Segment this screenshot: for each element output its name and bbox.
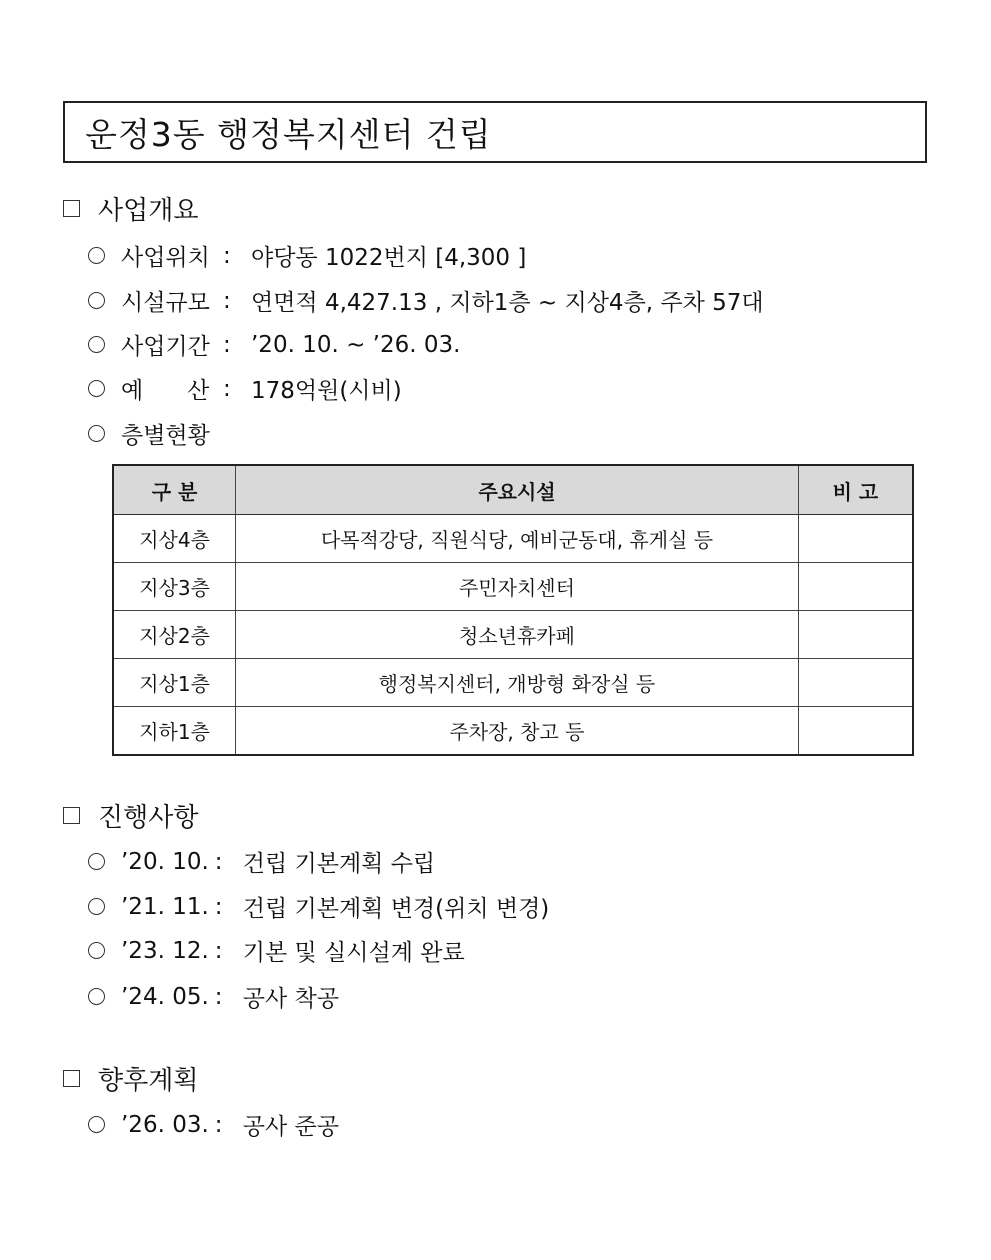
- overview-item-period: 사업기간 : ’20. 10. ~ ’26. 03.: [88, 328, 460, 361]
- progress-item: ’21. 11. : 건립 기본계획 변경(위치 변경): [88, 890, 549, 923]
- header-division: 구 분: [113, 465, 236, 515]
- table-cell-remarks: [798, 659, 913, 707]
- header-remarks: 비 고: [798, 465, 913, 515]
- table-row: [113, 707, 913, 756]
- table-cell-floor: 지하1층: [113, 707, 236, 756]
- circle-bullet-icon: [88, 425, 105, 442]
- table-cell-floor: 지상3층: [113, 563, 236, 611]
- document-title: 운정3동 행정복지센터 건립: [85, 114, 492, 154]
- overview-item-scale: 시설규모 : 연면적 4,427.13 , 지하1층 ~ 지상4층, 주차 57대: [88, 284, 764, 317]
- table-cell-remarks: [798, 611, 913, 659]
- circle-bullet-icon: [88, 247, 105, 264]
- table-cell-facilities: 주차장, 창고 등: [236, 707, 799, 756]
- overview-item-location: 사업위치 : 야당동 1022번지 [4,300 ]: [88, 239, 526, 272]
- table-row: [113, 515, 913, 563]
- table-cell-facilities: 청소년휴카페: [236, 611, 799, 659]
- table-cell-floor: 지상2층: [113, 611, 236, 659]
- table-row: [113, 563, 913, 611]
- table-cell-floor: 지상1층: [113, 659, 236, 707]
- section-overview-heading: 사업개요: [63, 190, 198, 227]
- progress-item: ’23. 12. : 기본 및 실시설계 완료: [88, 934, 465, 967]
- table-cell-remarks: [798, 707, 913, 756]
- circle-bullet-icon: [88, 942, 105, 959]
- circle-bullet-icon: [88, 380, 105, 397]
- circle-bullet-icon: [88, 898, 105, 915]
- overview-item-budget: 예 산 : 178억원(시비): [88, 372, 402, 405]
- header-facilities: 주요시설: [236, 465, 799, 515]
- table-cell-facilities: 다목적강당, 직원식당, 예비군동대, 휴게실 등: [236, 515, 799, 563]
- table-cell-facilities: 주민자치센터: [236, 563, 799, 611]
- progress-item: ’20. 10. : 건립 기본계획 수립: [88, 845, 435, 878]
- document-title-box: [63, 101, 927, 163]
- overview-item-floors: 층별현황: [88, 417, 210, 450]
- circle-bullet-icon: [88, 988, 105, 1005]
- section-progress-heading: 진행사항: [63, 797, 198, 834]
- table-cell-remarks: [798, 515, 913, 563]
- square-bullet-icon: [63, 807, 80, 824]
- progress-item: ’24. 05. : 공사 착공: [88, 980, 339, 1013]
- section-plan-heading: 향후계획: [63, 1060, 198, 1097]
- square-bullet-icon: [63, 1070, 80, 1087]
- square-bullet-icon: [63, 200, 80, 217]
- circle-bullet-icon: [88, 336, 105, 353]
- floor-status-table: [112, 464, 914, 756]
- circle-bullet-icon: [88, 1116, 105, 1133]
- table-cell-facilities: 행정복지센터, 개방형 화장실 등: [236, 659, 799, 707]
- circle-bullet-icon: [88, 853, 105, 870]
- table-row: [113, 659, 913, 707]
- table-row: [113, 611, 913, 659]
- table-header-row: [113, 465, 913, 515]
- circle-bullet-icon: [88, 292, 105, 309]
- table-cell-remarks: [798, 563, 913, 611]
- plan-item: ’26. 03. : 공사 준공: [88, 1108, 339, 1141]
- table-cell-floor: 지상4층: [113, 515, 236, 563]
